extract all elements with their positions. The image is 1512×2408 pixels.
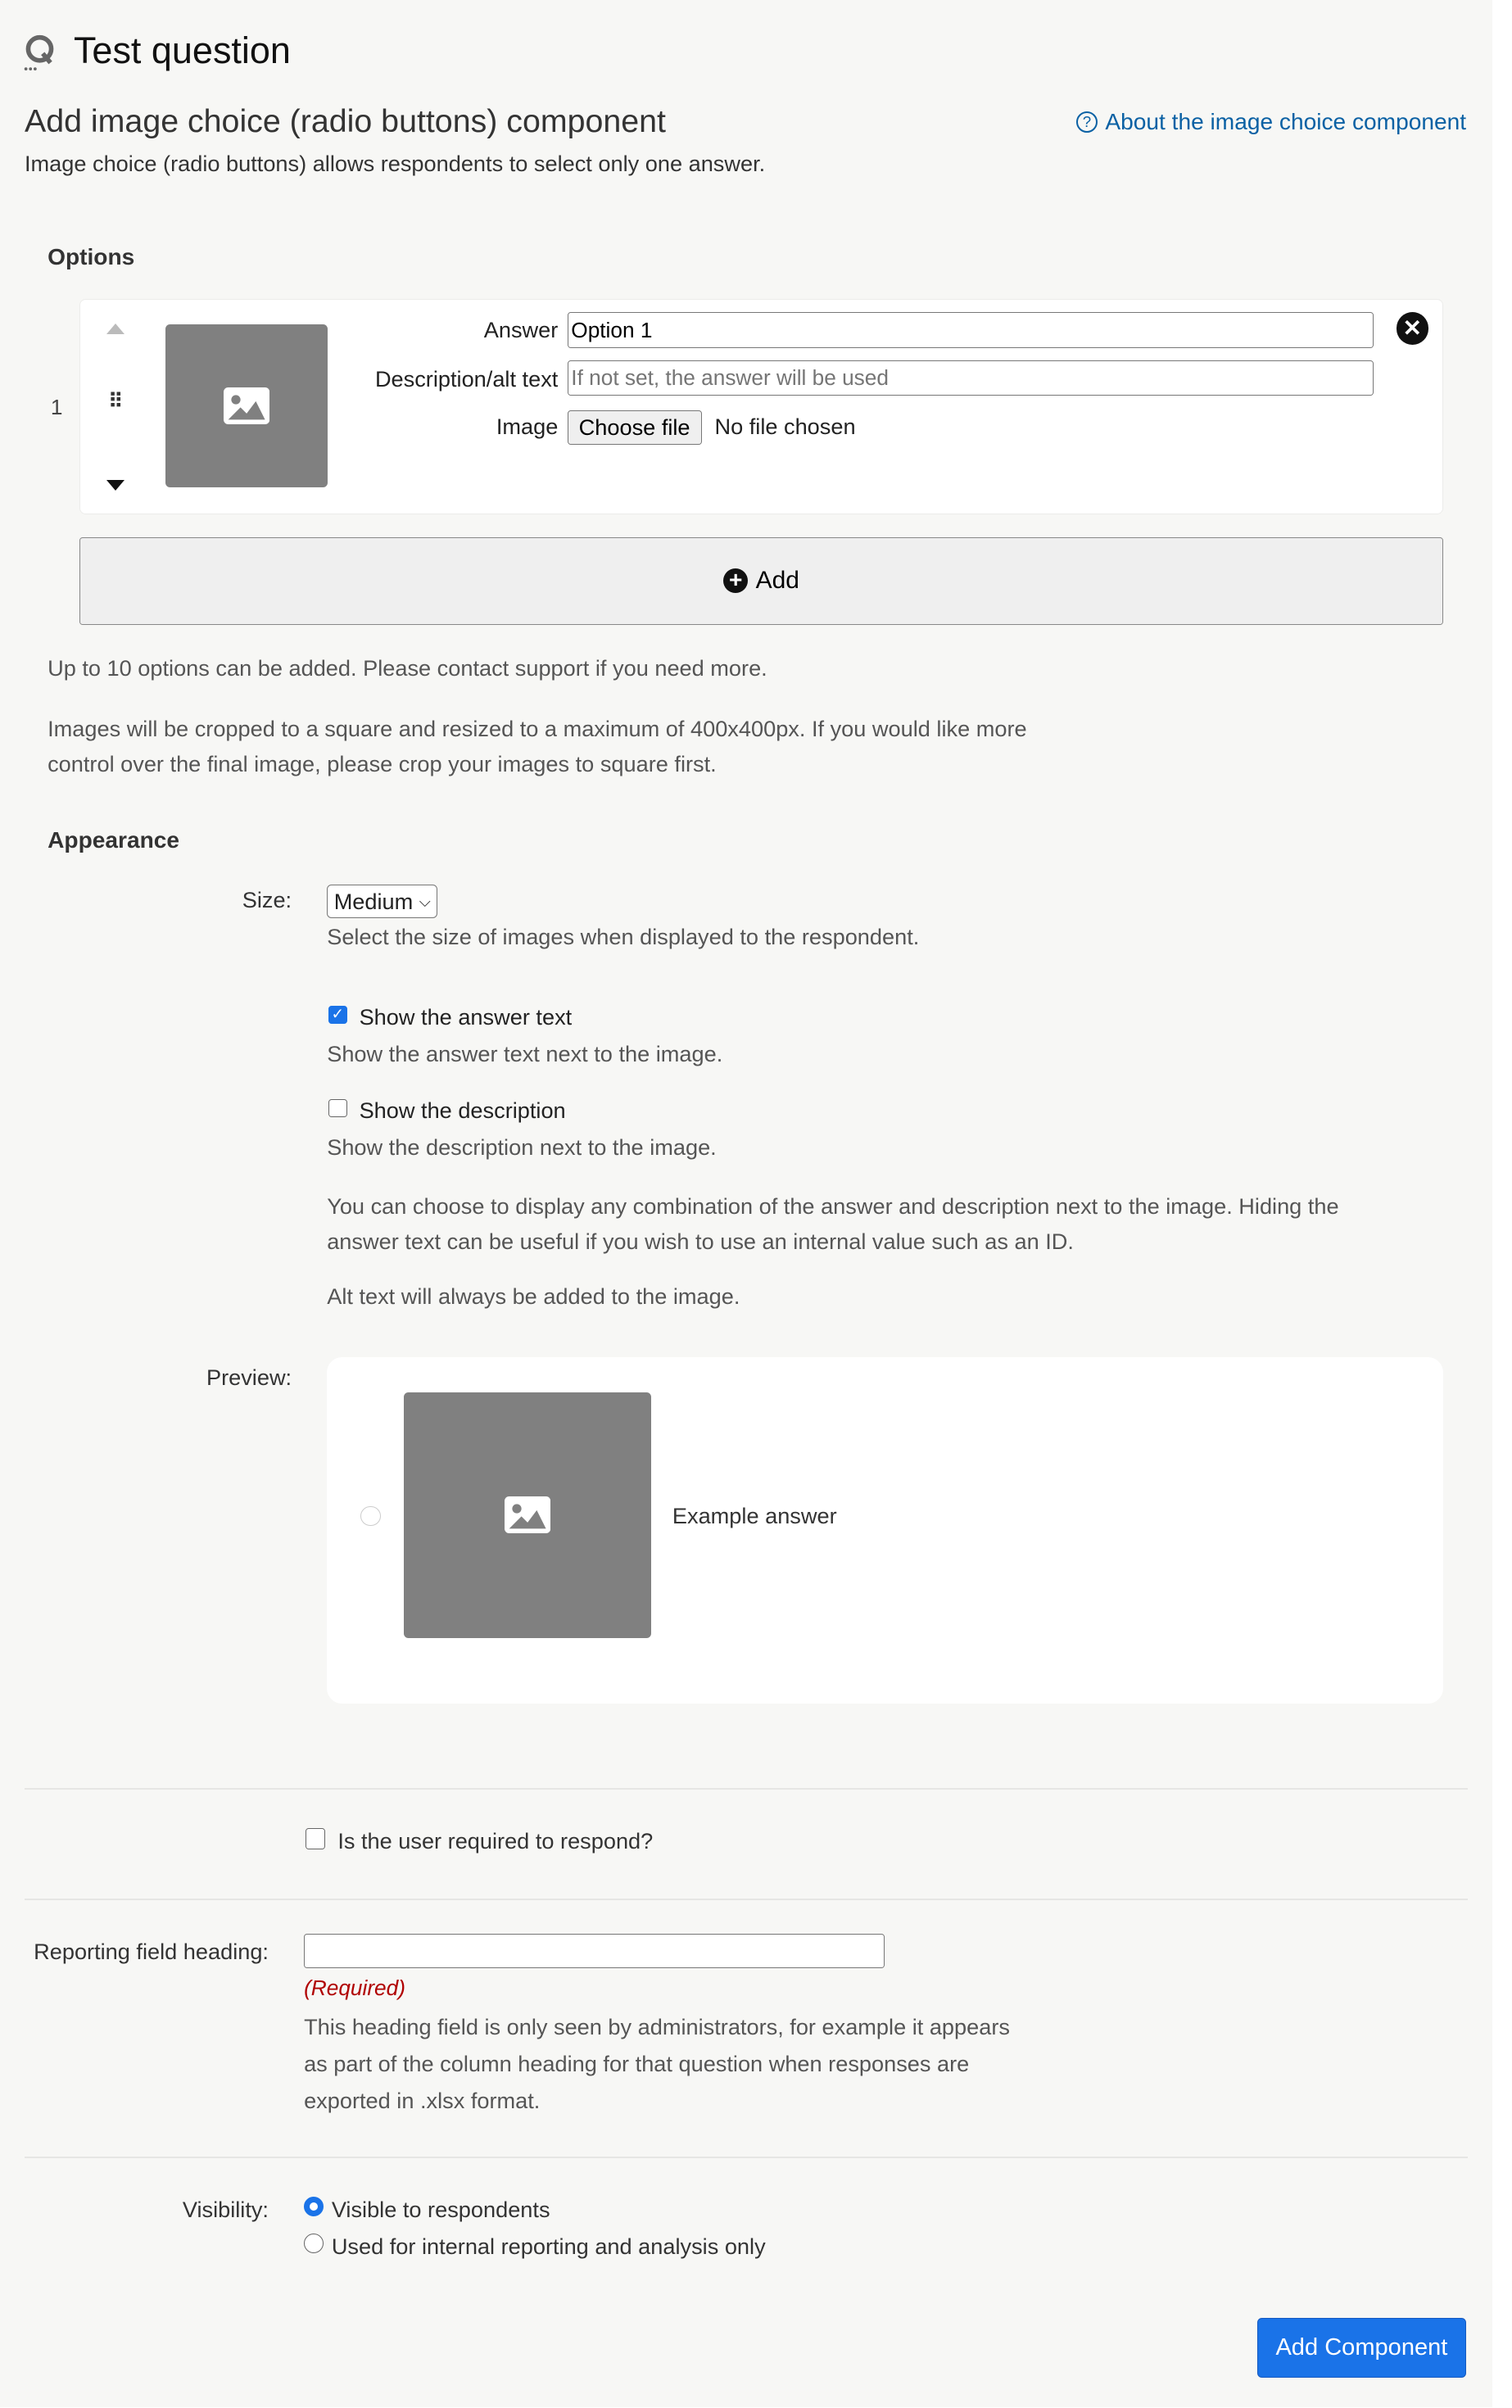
reporting-heading-input[interactable]: [304, 1934, 884, 1967]
page-title: Test question: [73, 29, 291, 71]
option-image-placeholder: [165, 324, 328, 487]
help-link[interactable]: [1076, 109, 1466, 135]
visibility-option-visible: Visible to respondents: [331, 2196, 550, 2222]
show-description-checkbox[interactable]: [328, 1099, 346, 1117]
appearance-heading: Appearance: [48, 827, 180, 853]
image-icon: [505, 1496, 550, 1533]
answer-input[interactable]: [568, 312, 1374, 347]
size-label: Size:: [242, 887, 292, 913]
show-description-label: Show the description: [359, 1098, 566, 1124]
drag-handle-icon[interactable]: ⠿: [108, 390, 124, 413]
preview-panel: [327, 1357, 1443, 1704]
required-label: Is the user required to respond?: [337, 1828, 654, 1854]
size-select[interactable]: [327, 885, 437, 918]
divider: [25, 2157, 1468, 2158]
show-answer-help: Show the answer text next to the image.: [327, 1040, 723, 1066]
crop-note: Images will be cropped to a square and resized to a maximum of 400x400px. If you would like more control over the final image, please crop your images to square first.: [48, 715, 1027, 776]
no-file-text: No file chosen: [714, 414, 856, 440]
show-description-help: Show the description next to the image.: [327, 1134, 717, 1161]
size-select-value: Medium: [333, 888, 414, 914]
option-row: [79, 299, 1442, 514]
description-input[interactable]: [568, 360, 1374, 396]
show-answer-checkbox[interactable]: ✓: [328, 1006, 346, 1024]
preview-image-placeholder: [404, 1392, 651, 1638]
choose-file-button[interactable]: Choose file: [568, 410, 702, 444]
required-indicator: (Required): [304, 1976, 405, 2001]
required-checkbox[interactable]: [306, 1828, 325, 1849]
image-label: Image: [496, 414, 559, 440]
help-link-label: About the image choice component: [1105, 109, 1467, 135]
alt-text-note: Alt text will always be added to the image.: [327, 1283, 740, 1309]
component-subtitle: Image choice (radio buttons) allows respondents to select only one answer.: [24, 150, 766, 176]
visibility-radio-internal[interactable]: [304, 2234, 324, 2253]
preview-label: Preview:: [206, 1365, 292, 1391]
visibility-label: Visibility:: [182, 2196, 269, 2222]
visibility-radio-visible[interactable]: [304, 2197, 324, 2216]
remove-option-icon[interactable]: ✕: [1397, 312, 1428, 344]
question-logo-icon: [21, 34, 58, 70]
divider: [25, 1788, 1468, 1790]
description-label: Description/alt text: [374, 366, 559, 392]
reporting-help: This heading field is only seen by administrators, for example it appears as part of the column heading for that question when responses are exported in .xlsx format.: [304, 2014, 1010, 2114]
preview-radio[interactable]: [360, 1506, 380, 1526]
visibility-option-internal: Used for internal reporting and analysis only: [331, 2233, 766, 2259]
options-heading: Options: [48, 243, 135, 269]
answer-label: Answer: [483, 317, 559, 343]
reporting-label: Reporting field heading:: [34, 1939, 269, 1965]
show-answer-label: Show the answer text: [359, 1003, 573, 1030]
option-number: 1: [50, 394, 63, 419]
chevron-down-icon: ⌵: [419, 892, 431, 910]
plus-circle-icon: +: [723, 568, 748, 593]
help-circle-icon: ?: [1076, 111, 1098, 133]
add-option-button[interactable]: [79, 537, 1442, 625]
move-up-icon[interactable]: [106, 324, 124, 334]
image-icon: [224, 387, 269, 424]
move-down-icon[interactable]: [106, 480, 124, 491]
add-component-button[interactable]: Add Component: [1257, 2318, 1466, 2378]
combination-note: You can choose to display any combination of the answer and description next to the image. Hiding the answer text can be useful if you wish to use an internal value such as an ID.: [327, 1193, 1339, 1254]
add-option-label: Add: [755, 567, 799, 595]
options-limit-note: Up to 10 options can be added. Please contact support if you need more.: [48, 655, 767, 681]
divider: [25, 1899, 1468, 1900]
preview-answer: Example answer: [672, 1502, 837, 1528]
component-heading: Add image choice (radio buttons) component: [24, 102, 666, 139]
size-help: Select the size of images when displayed to the respondent.: [327, 924, 920, 950]
